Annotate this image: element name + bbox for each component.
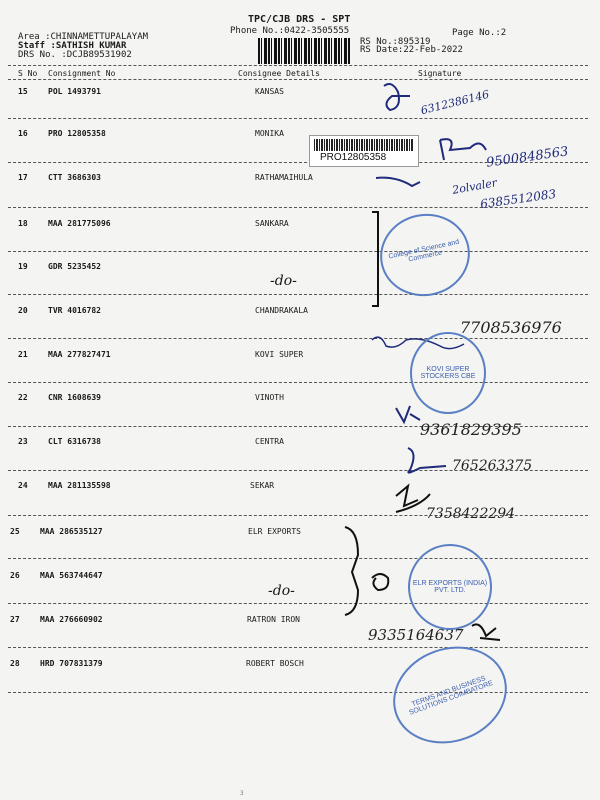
rs-number: RS No.:895319 xyxy=(360,37,431,47)
row-consignee: RATRON IRON xyxy=(247,615,300,624)
company-stamp xyxy=(410,332,486,414)
col-sno: S No xyxy=(18,69,38,78)
stamp-text: College of Science and Commerce xyxy=(387,238,460,264)
row-sno: 28 xyxy=(10,659,20,668)
handwritten-phone: 7708536976 xyxy=(460,318,562,337)
footer-mark: 3 xyxy=(240,790,244,797)
row-consignment: MAA 276660902 xyxy=(40,615,103,624)
row-sno: 24 xyxy=(18,481,28,490)
handwritten-phone: 9361829395 xyxy=(420,420,522,439)
row-sno: 22 xyxy=(18,393,28,402)
rs-date: RS Date:22-Feb-2022 xyxy=(360,45,463,55)
row-consignment: HRD 707831379 xyxy=(40,659,103,668)
handwritten-name: 2olvaler xyxy=(451,176,498,197)
row-consignment: CNR 1608639 xyxy=(48,393,101,402)
row-consignment: CTT 3686303 xyxy=(48,173,101,182)
row-sno: 18 xyxy=(18,219,28,228)
row-consignee: ROBERT BOSCH xyxy=(246,659,304,668)
row-sno: 27 xyxy=(10,615,20,624)
col-signature: Signature xyxy=(418,69,462,78)
row-consignee: RATHAMAIHULA xyxy=(255,173,313,182)
area-label: Area :CHINNAMETTUPALAYAM xyxy=(18,32,149,42)
row-consignee: CENTRA xyxy=(255,437,284,446)
row-consignee: ELR EXPORTS xyxy=(248,527,301,536)
row-consignment: POL 1493791 xyxy=(48,87,101,96)
handwritten-phone: 9335164637 xyxy=(368,626,464,644)
row-consignee: MONIKA xyxy=(255,129,284,138)
signature-stroke xyxy=(396,486,430,512)
row-sno: 26 xyxy=(10,571,20,580)
row-consignee: VINOTH xyxy=(255,393,284,402)
row-sno: 17 xyxy=(18,173,28,182)
row-consignment: CLT 6316738 xyxy=(48,437,101,446)
row-consignment: MAA 281135598 xyxy=(48,481,111,490)
bracket-mark xyxy=(345,527,358,615)
stamp-text: ELR EXPORTS (INDIA) PVT. LTD. xyxy=(412,580,488,594)
signature-stroke xyxy=(408,448,446,473)
col-consignee: Consignee Details xyxy=(238,69,320,78)
row-sno: 21 xyxy=(18,350,28,359)
signature-stroke xyxy=(440,139,486,160)
stamp-text: TERMS AND BUSINESS SOLUTIONS COIMBATORE xyxy=(408,675,495,717)
signature-stroke xyxy=(372,574,388,590)
ditto-mark: -do- xyxy=(270,273,297,289)
phone-number: Phone No.:0422-3505555 xyxy=(230,26,350,36)
row-consignment: MAA 563744647 xyxy=(40,571,103,580)
handwritten-phone: 765263375 xyxy=(452,458,533,474)
row-consignment: PRO 12805358 xyxy=(48,129,106,138)
sticker-number: PRO12805358 xyxy=(320,152,387,163)
row-consignment: TVR 4016782 xyxy=(48,306,101,315)
row-consignment: GDR 5235452 xyxy=(48,262,101,271)
row-sno: 20 xyxy=(18,306,28,315)
row-sno: 23 xyxy=(18,437,28,446)
row-consignment: MAA 281775096 xyxy=(48,219,111,228)
handwritten-phone: 6312386146 xyxy=(419,87,491,118)
handwritten-phone: 7358422294 xyxy=(426,506,516,522)
row-sno: 16 xyxy=(18,129,28,138)
row-sno: 15 xyxy=(18,87,28,96)
row-sno: 19 xyxy=(18,262,28,271)
company-stamp xyxy=(408,544,492,630)
row-consignment: MAA 277827471 xyxy=(48,350,111,359)
signature-stroke xyxy=(472,624,500,640)
row-consignee: SEKAR xyxy=(250,481,275,490)
row-sno: 25 xyxy=(10,527,20,536)
handwritten-phone: 6385512083 xyxy=(479,186,557,212)
ditto-mark: -do- xyxy=(268,583,295,599)
bracket-mark xyxy=(372,212,378,306)
col-consignment: Consignment No xyxy=(48,69,116,78)
row-consignee: KOVI SUPER xyxy=(255,350,304,359)
signature-stroke xyxy=(384,84,410,110)
row-consignee: CHANDRAKALA xyxy=(255,306,308,315)
handwritten-phone: 9500848563 xyxy=(485,144,570,171)
stamp-text: KOVI SUPER STOCKERS CBE xyxy=(420,366,476,380)
staff-label: Staff :SATHISH KUMAR xyxy=(18,41,127,51)
signature-stroke xyxy=(396,406,420,422)
row-consignee: KANSAS xyxy=(255,87,284,96)
signature-stroke xyxy=(376,178,420,186)
row-consignee: SANKARA xyxy=(255,219,289,228)
drs-number: DRS No. :DCJB89531902 xyxy=(18,50,132,60)
row-consignment: MAA 286535127 xyxy=(40,527,103,536)
report-title: TPC/CJB DRS - SPT xyxy=(248,14,351,25)
page-number: Page No.:2 xyxy=(452,28,507,38)
